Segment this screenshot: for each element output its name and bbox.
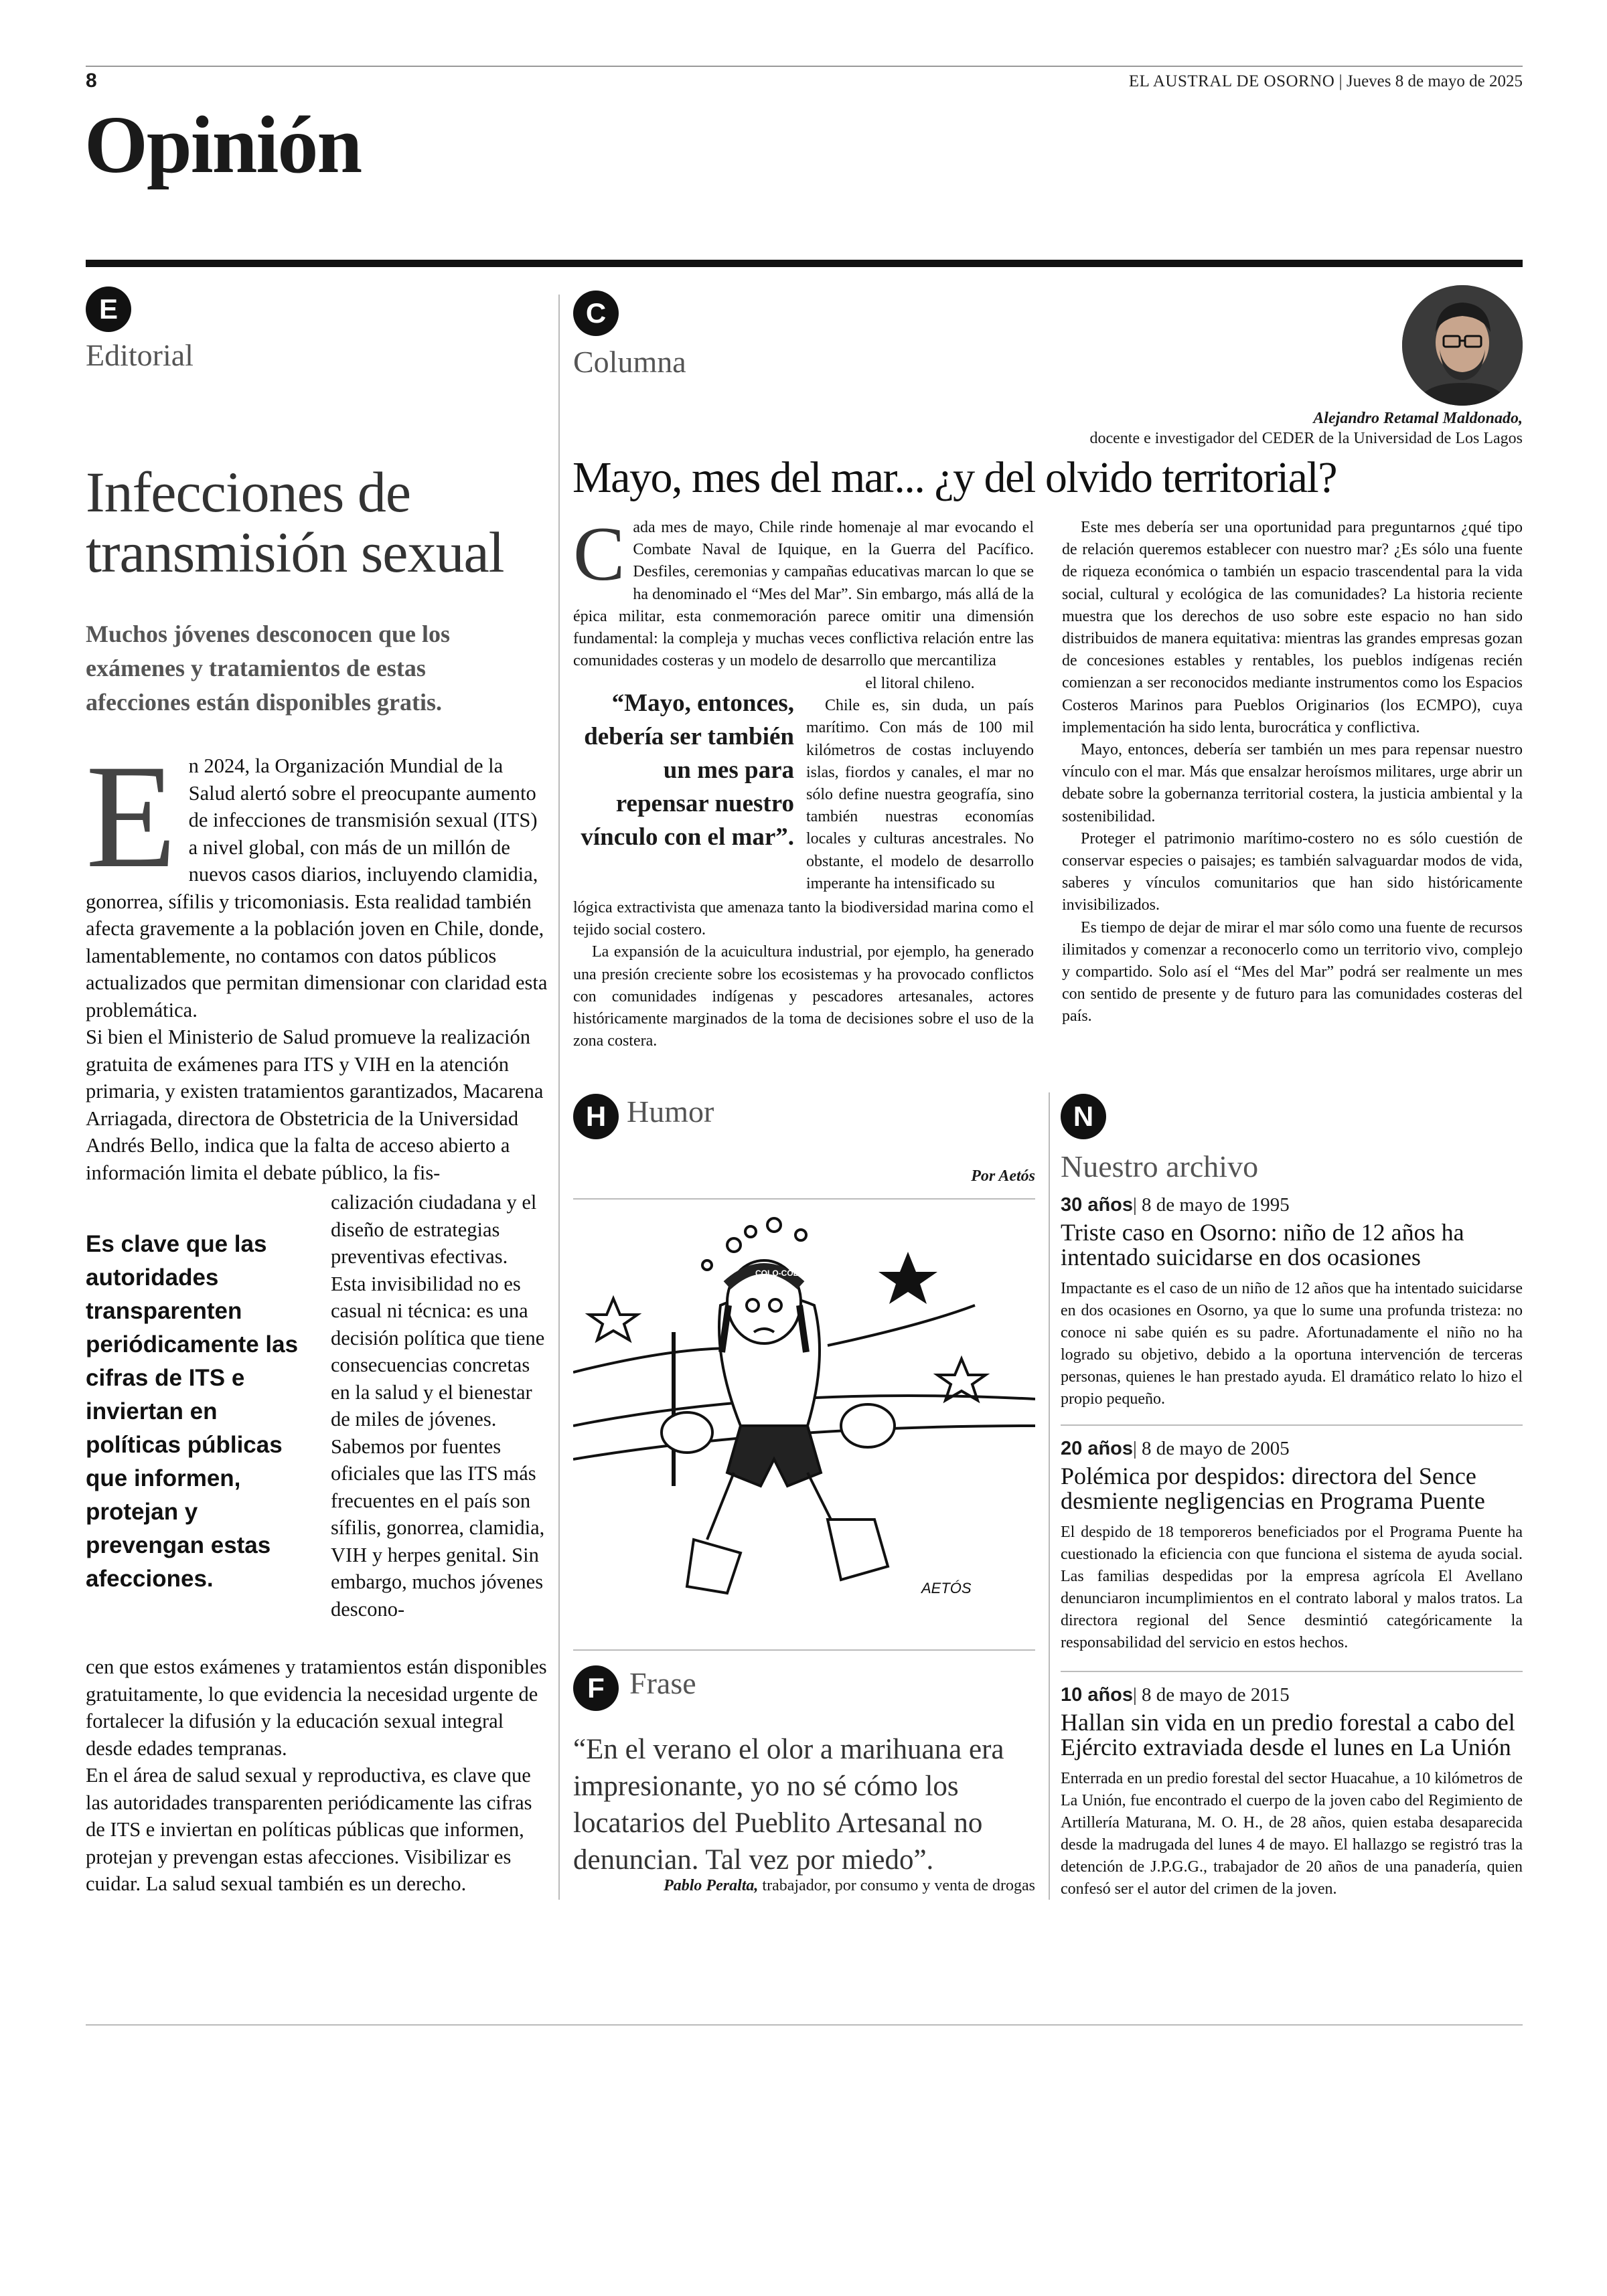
column-paragraph: Proteger el patrimonio marítimo-costero no es sólo cuestión de conservar especies o paisajes; es también salvaguardar modos de vida, saberes y vínculos comunitarios que han sido históricamente invisibilizados.	[1062, 829, 1523, 914]
column-dropcap: C	[573, 511, 625, 597]
column-paragraph: Este mes debería ser una oportunidad para preguntarnos ¿qué tipo de relación queremos establecer con nuestro mar? ¿Es sólo una fuente de riqueza económica o también un espacio trascendental para la vida social, cultural y ecológica de las comunidades? La historia reciente muestra que los derechos de uso sobre este espacio no han sido distribuidos de manera equitativa: mientras las grandes empresas gozan de concesiones estables y rentables, los pueblos indígenas recién comienzan a ser reconocidos mediante instrumentos como los Espacios Costeros Marinos para Pueblos Originarios (los ECMPO), cuya implementación ha sido lenta, burocrática y conflictiva.	[1062, 519, 1523, 736]
column-paragraph: lógica extractivista que amenaza tanto la biodiversidad marina como el tejido social costero.	[573, 899, 1034, 939]
archive-item	[1061, 1438, 1523, 1654]
editorial-paragraph: En el área de salud sexual y reproductiva, es clave que las autoridades transparenten periódicamente las cifras de ITS e inviertan en políticas públicas que informen, protejan y prevengan estas afecciones. Visibilizar es cuidar. La salud sexual también es un derecho.	[86, 1764, 532, 1895]
author-name: Alejandro Retamal Maldonado,	[1313, 410, 1523, 427]
editorial-paragraph: Sabemos por fuentes oficiales que las ITS más frecuentes en el país son sífilis, gonorrea, clamidia, VIH y herpes genital. Sin embargo, muchos jóvenes descono-	[331, 1434, 545, 1621]
date-separator: |	[1338, 72, 1347, 90]
frase-badge: F	[573, 1665, 619, 1711]
column-divider-right	[1049, 1092, 1050, 1900]
top-rule	[86, 66, 1523, 67]
column-badge: C	[573, 291, 619, 336]
column-body-intro	[573, 511, 1034, 672]
column-divider-left	[558, 295, 560, 1900]
editorial-headline-line: transmisión sexual	[86, 520, 504, 585]
archive-headline: Polémica por despidos: directora del Sence desmiente negligencias en Programa Puente	[1061, 1463, 1485, 1514]
author-role: docente e investigador del CEDER de la Universidad de Los Lagos	[1089, 430, 1523, 447]
humor-rule	[573, 1198, 1035, 1200]
editorial-body-bottom	[86, 1653, 548, 1898]
archive-headline: Triste caso en Osorno: niño de 12 años ha intentado suicidarse en dos ocasiones	[1061, 1219, 1464, 1270]
column-paragraph: ada mes de mayo, Chile rinde homenaje al mar evocando el Combate Naval de Iquique, en la Guerra del Pacífico. Desfiles, ceremonias y campañas educativas marcan lo que se ha denominado el “Mes del Mar”. Sin embargo, más allá de la épica militar, esta conmemoración parece omitir una dimensión fundamental: la compleja y muchas veces conflictiva relación entre las comunidades costeras y un modelo de desarrollo que mercantiliza	[573, 519, 1034, 670]
column-paragraph: Es tiempo de dejar de mirar el mar sólo como una fuente de recursos ilimitados y comenzar a reconocerlo como un territorio vivo, complejo y compartido. Solo así el “Mes del Mar” podrá ser realmente un mes con sentido de presente y de futuro para las comunidades costeras del país.	[1062, 918, 1523, 1026]
paper-name: EL AUSTRAL DE OSORNO	[1128, 72, 1335, 90]
column-title: Mayo, mes del mar... ¿y del olvido territorial?	[572, 453, 1336, 502]
cartoon-headband-text: COLO-COLO	[755, 1268, 805, 1278]
column-paragraph: Chile es, sin duda, un país marítimo. Con más de 100 mil kilómetros de costas incluyendo islas, fiordos y canales, el mar no sólo define nuestra geografía, sino también nuestras economías locales y culturas ancestrales. No obstante, el modelo de desarrollo imperante ha intensificado su	[806, 697, 1034, 892]
column-paragraph: Mayo, entonces, debería ser también un mes para repensar nuestro vínculo con el mar. Más que ensalzar heroísmos militares, urge abrir un debate sobre la gobernanza territorial costera, la justicia ambiental y la sostenibilidad.	[1062, 741, 1523, 825]
column-body-lower	[573, 897, 1034, 1052]
section-title: Opinión	[84, 100, 362, 190]
editorial-body-top	[86, 734, 548, 1186]
archive-item	[1061, 1194, 1523, 1410]
archive-divider	[1061, 1424, 1523, 1426]
archive-item-meta	[1061, 1684, 1523, 1706]
frase-label: Frase	[629, 1666, 696, 1700]
column-label: Columna	[573, 345, 686, 379]
editorial-paragraph: n 2024, la Organización Mundial de la Salud alertó sobre el preocupante aumento de infecciones de transmisión sexual (ITS) a nivel global, con más de un millón de nuevos casos diarios, incluyendo clamidia, gonorrea, sífilis y tricomoniasis. Esta realidad también afecta gravemente a la población joven en Chile, donde, lamentablemente, no contamos con datos públicos actualizados que permitan dimensionar con claridad esta problemática.	[86, 754, 548, 1021]
humor-byline: Por Aetós	[971, 1167, 1035, 1185]
archive-date: | 8 de mayo de 2015	[1133, 1684, 1290, 1706]
editorial-body-narrow	[331, 1189, 548, 1623]
column-paragraph: el litoral chileno.	[865, 675, 975, 692]
frase-source	[664, 1877, 1035, 1895]
bottom-rule	[86, 2024, 1523, 2026]
humor-badge: H	[573, 1094, 619, 1139]
editorial-pull-quote: Es clave que las autoridades transparenten periódicamente las cifras de ITS e inviertan en políticas públicas que informen, protejan y prevengan estas afecciones.	[86, 1231, 299, 1592]
author-photo	[1402, 285, 1523, 406]
archive-body: El despido de 18 temporeros beneficiados por el Programa Puente ha cuestionado la eficiencia con que funciona el sistema de ayuda social. Las familias despedidas por la empresa agrícola El Avellano denunciaron incumplimientos en el contrato laboral y malos tratos. La directora regional del Sence desmintió categóricamente la responsabilidad del servicio en estos hechos.	[1061, 1524, 1523, 1651]
editorial-headline-line: Infecciones de	[86, 460, 410, 524]
editorial-paragraph: calización ciudadana y el diseño de estrategias preventivas efectivas. Esta invisibilidad no es casual ni técnica: es una decisión política que tiene consecuencias concretas en la salud y el bienestar de miles de jóvenes.	[331, 1191, 545, 1430]
archive-body: Enterrada en un predio forestal del sector Huacahue, a 10 kilómetros de La Unión, fue encontrado el cuerpo de la joven cabo del Regimiento de Artillería Maturana, M. O. H., de 28 años, quien estaba desaparecida desde la madrugada del lunes 4 de mayo. El hallazgo se registró tras la detención de J.P.G.G., trabajador de 20 años de una panadería, quien confesó ser el autor del crimen de la joven.	[1061, 1770, 1523, 1898]
archive-headline: Hallan sin vida en un predio forestal a cabo del Ejército extraviada desde el lunes en La Unión	[1061, 1709, 1515, 1760]
page-number: 8	[86, 70, 97, 92]
archive-item-meta	[1061, 1438, 1523, 1460]
editorial-paragraph: Si bien el Ministerio de Salud promueve la realización gratuita de exámenes para ITS y VIH en la atención primaria, y existen tratamientos garantizados, Macarena Arriagada, directora de Obstetricia de la Universidad Andrés Bello, indica que la falta de acceso abierto a información limita el debate público, la fis-	[86, 1026, 544, 1184]
editorial-paragraph: cen que estos exámenes y tratamientos están disponibles gratuitamente, lo que evidencia la necesidad urgente de fortalecer la difusión y la educación sexual integral desde edades tempranas.	[86, 1655, 547, 1760]
archive-date: | 8 de mayo de 2005	[1133, 1438, 1290, 1459]
column-body-right	[1062, 517, 1523, 1028]
editorial-deck: Muchos jóvenes desconocen que los exámenes y tratamientos de estas afecciones están disponibles gratis.	[86, 621, 451, 716]
frase-source-name: Pablo Peralta,	[664, 1877, 759, 1894]
archive-body: Impactante es el caso de un niño de 12 años que ha intentado suicidarse en dos ocasiones en Osorno, ya que lo sume una profunda tristeza: no conoce ni sabe quién es su padre. Afortunadamente el niño no ha logrado su objetivo, debido a la oportuna intervención de terceras personas, quienes le han prestado ayuda. El dramático relato lo hizo el propio pequeño.	[1061, 1280, 1523, 1408]
archive-item-meta	[1061, 1194, 1523, 1216]
archive-badge: N	[1061, 1094, 1106, 1139]
column-body-side	[806, 673, 1034, 895]
editorial-headline	[86, 462, 554, 583]
column-pull-quote: “Mayo, entonces, debería ser también un mes para repensar nuestro vínculo con el mar”.	[581, 689, 794, 851]
archive-label: Nuestro archivo	[1061, 1149, 1259, 1183]
archive-years: 20 años	[1061, 1438, 1133, 1459]
paper-date-line	[1129, 72, 1523, 91]
humor-label: Humor	[627, 1094, 714, 1129]
column-paragraph: La expansión de la acuicultura industrial, por ejemplo, ha generado una presión creciente sobre los ecosistemas y ha provocado conflictos con comunidades indígenas y pescadores artesanales, actores históricamente marginados de la toma de decisiones sobre el uso de la zona costera.	[573, 943, 1034, 1050]
frase-rule	[573, 1649, 1035, 1651]
archive-date: | 8 de mayo de 1995	[1133, 1194, 1290, 1216]
editorial-dropcap: E	[86, 734, 177, 899]
archive-divider	[1061, 1671, 1523, 1672]
editorial-label: Editorial	[86, 338, 194, 372]
archive-item	[1061, 1684, 1523, 1900]
cartoon-illustration	[573, 1205, 1035, 1633]
frase-quote: “En el verano el olor a marihuana era impresionante, yo no sé cómo los locatarios del Pueblito Artesanal no denuncian. Tal vez por miedo”.	[573, 1734, 1004, 1876]
issue-date: Jueves 8 de mayo de 2025	[1346, 72, 1523, 90]
section-rule	[86, 260, 1523, 267]
cartoon-signature: AETÓS	[921, 1580, 972, 1596]
editorial-badge: E	[86, 286, 131, 332]
frase-source-role: trabajador, por consumo y venta de drogas	[762, 1877, 1035, 1894]
archive-years: 30 años	[1061, 1194, 1133, 1216]
archive-years: 10 años	[1061, 1684, 1133, 1706]
